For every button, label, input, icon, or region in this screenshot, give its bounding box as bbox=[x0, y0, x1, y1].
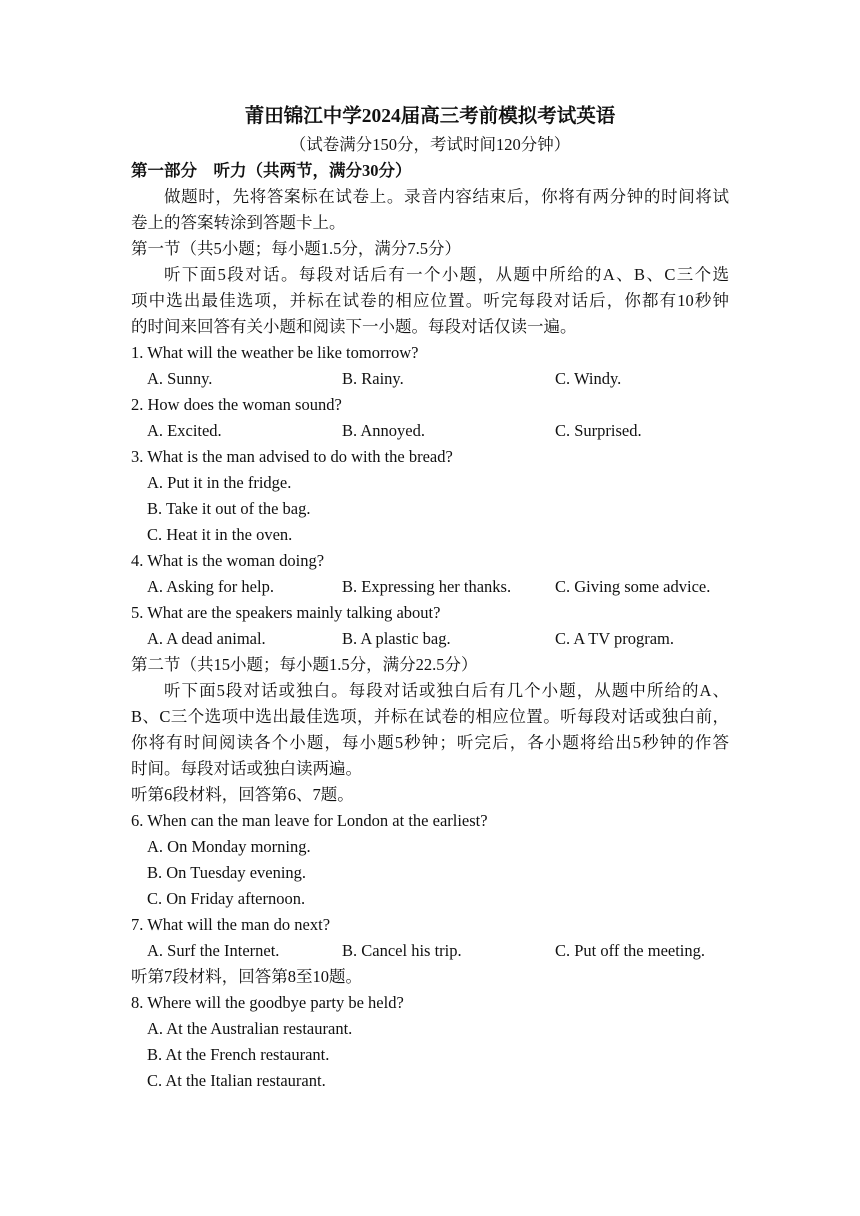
q8-option-a: A. At the Australian restaurant. bbox=[147, 1019, 353, 1038]
q8-option-b: B. At the French restaurant. bbox=[147, 1045, 330, 1064]
part1-instruction-line2: 卷上的答案转涂到答题卡上。 bbox=[131, 213, 346, 232]
q6-option-a: A. On Monday morning. bbox=[147, 837, 311, 856]
question-2: 2. How does the woman sound? bbox=[131, 395, 342, 414]
q2-option-a: A. Excited. bbox=[147, 421, 222, 440]
q1-option-c: C. Windy. bbox=[555, 369, 622, 388]
q8-option-c: C. At the Italian restaurant. bbox=[147, 1071, 326, 1090]
q7-option-a: A. Surf the Internet. bbox=[147, 941, 280, 960]
question-4: 4. What is the woman doing? bbox=[131, 551, 325, 570]
q2-option-b: B. Annoyed. bbox=[342, 421, 425, 440]
section2-instruction-line4: 时间。每段对话或独白读两遍。 bbox=[131, 759, 362, 778]
section1-instruction-line1: 听下面5段对话。每段对话后有一个小题，从题中所给的A、B、C三个选 bbox=[164, 265, 729, 284]
question-5: 5. What are the speakers mainly talking about? bbox=[131, 603, 441, 622]
question-8: 8. Where will the goodbye party be held? bbox=[131, 993, 404, 1012]
q3-option-c: C. Heat it in the oven. bbox=[147, 525, 293, 544]
q5-option-c: C. A TV program. bbox=[555, 629, 675, 648]
section2-instruction-line3: 你将有时间阅读各个小题，每小题5秒钟；听完后，各小题将给出5秒钟的作答 bbox=[131, 733, 729, 752]
q2-option-c: C. Surprised. bbox=[555, 421, 642, 440]
q6-option-c: C. On Friday afternoon. bbox=[147, 889, 306, 908]
section1-heading: 第一节（共5小题；每小题1.5分，满分7.5分） bbox=[131, 239, 461, 258]
question-6: 6. When can the man leave for London at the earliest? bbox=[131, 811, 488, 830]
q4-option-a: A. Asking for help. bbox=[147, 577, 274, 596]
question-1: 1. What will the weather be like tomorrow? bbox=[131, 343, 419, 362]
q6-option-b: B. On Tuesday evening. bbox=[147, 863, 307, 882]
q3-option-b: B. Take it out of the bag. bbox=[147, 499, 311, 518]
section2-heading: 第二节（共15小题；每小题1.5分，满分22.5分） bbox=[131, 655, 478, 674]
q4-option-b: B. Expressing her thanks. bbox=[342, 577, 512, 596]
material-6-heading: 听第6段材料，回答第6、7题。 bbox=[131, 785, 354, 804]
q5-option-a: A. A dead animal. bbox=[147, 629, 266, 648]
exam-subtitle: （试卷满分150分，考试时间120分钟） bbox=[289, 135, 571, 154]
q5-option-b: B. A plastic bag. bbox=[342, 629, 451, 648]
section1-instruction-line2: 项中选出最佳选项，并标在试卷的相应位置。听完每段对话后，你都有10秒钟 bbox=[131, 291, 729, 310]
q4-option-c: C. Giving some advice. bbox=[555, 577, 711, 596]
q1-option-b: B. Rainy. bbox=[342, 369, 404, 388]
exam-title: 莆田锦江中学2024届高三考前模拟考试英语 bbox=[244, 106, 616, 127]
question-3: 3. What is the man advised to do with the bread? bbox=[131, 447, 453, 466]
section2-instruction-line2: B、C三个选项中选出最佳选项，并标在试卷的相应位置。听每段对话或独白前， bbox=[131, 707, 729, 726]
q7-option-c: C. Put off the meeting. bbox=[555, 941, 706, 960]
q3-option-a: A. Put it in the fridge. bbox=[147, 473, 292, 492]
part1-instruction-line1: 做题时，先将答案标在试卷上。录音内容结束后，你将有两分钟的时间将试 bbox=[164, 187, 729, 206]
material-7-heading: 听第7段材料，回答第8至10题。 bbox=[131, 967, 362, 986]
q1-option-a: A. Sunny. bbox=[147, 369, 213, 388]
question-7: 7. What will the man do next? bbox=[131, 915, 331, 934]
part1-heading: 第一部分 听力（共两节，满分30分） bbox=[131, 161, 412, 180]
section2-instruction-line1: 听下面5段对话或独白。每段对话或独白后有几个小题，从题中所给的A、 bbox=[164, 681, 729, 700]
q7-option-b: B. Cancel his trip. bbox=[342, 941, 462, 960]
section1-instruction-line3: 的时间来回答有关小题和阅读下一小题。每段对话仅读一遍。 bbox=[131, 317, 577, 336]
